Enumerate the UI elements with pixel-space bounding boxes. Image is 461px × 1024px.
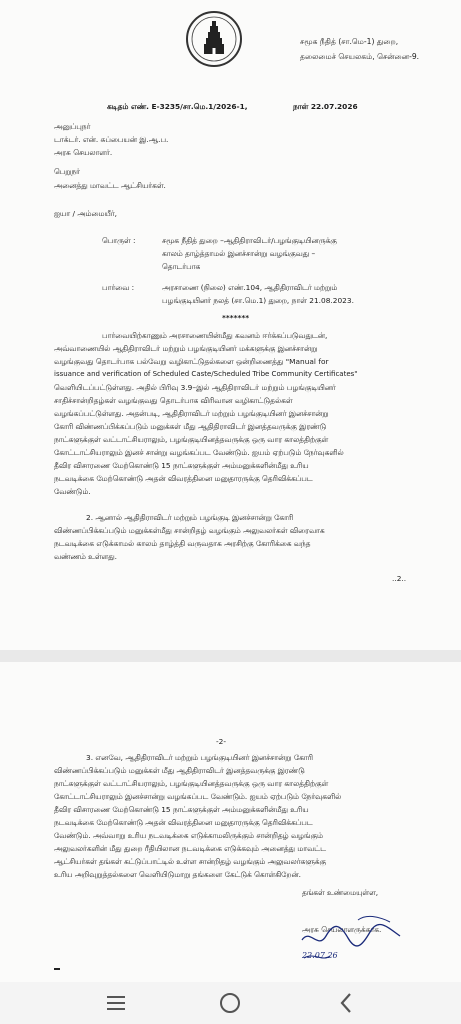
para3-line: கோட்டாட்சியராலும் இனச்சான்று வழங்கப்பட வேண்டும். ஐயம் ஏற்படும் நேர்வுகளில் [54,792,342,801]
para1-line: கோட்டாட்சியராலும் இனச் சான்று வழங்கப்பட வேண்டும். ஐயம் ஏற்படும் நேர்வுகளில் [54,448,344,457]
para2-line: விண்ணப்பிக்கப்படும் மனுக்கள்மீது சான்றிதழ் வழங்கும் அலுவலர்கள் விரைவாக [54,526,325,535]
system-navigation-bar [0,982,461,1024]
back-icon [338,992,354,1014]
para1-line: வழங்கப்பட்டுள்ளது. அதன்படி, ஆதிதிராவிடர் மற்றும் பழங்குடியினர் இனச்சான்று [54,409,329,418]
handwritten-signature [296,902,406,982]
reference-line: அரசாணை (நிலை) எண்.104, ஆதிதிராவிடர் மற்றும் [162,283,338,292]
para3-line: விண்ணப்பிக்கப்படும் மனுக்கள் மீது ஆதிதிராவிடர் இனத்தவருக்கு இரண்டு [54,766,305,775]
reference-line: பழங்குடியினர் நலத் (சா.மெ.1) துறை, நாள் 21.08.2023. [162,296,354,305]
home-icon [218,991,242,1015]
para3-line: தீவிர விசாரணை மேற்கொண்டு 15 நாட்களுக்குள் அம்மனுக்களின்மீது உரிய [54,805,309,814]
recents-icon [105,995,127,1011]
letter-number: கடிதம் எண். E-3235/சா.மெ.1/2026-1, [107,102,248,111]
para3-line: வேண்டும். அவ்வாறு உரிய நடவடிக்கை எடுக்காமலிருக்கும் சான்றிதழ் வழங்கும் [54,831,323,840]
para1-line: வழங்குவது தொடர்பாக பல்வேறு வழிகாட்டுதல்களை ஒன்றிணைத்து "Manual for [54,357,329,366]
from-designation: அரசு செயலாளர். [54,148,113,157]
para3-line: உரிய அறிவுறுத்தல்களை வெளியிடுமாறு தங்களை கேட்டுக் கொள்கிறேன். [54,870,301,879]
tamil-nadu-emblem-icon [183,10,245,68]
separator-stars: ******* [222,313,250,322]
home-button[interactable] [190,982,270,1024]
page-continuation-marker: ..2.. [392,574,407,583]
para3-line: ஆட்சியர்கள் தங்கள் கட்டுப்பாட்டில் உள்ள சான்றிதழ் வழங்கும் அலுவலர்களுக்கு [54,857,327,866]
para1-line: வெளியிடப்பட்டுள்ளது. அதில் பிரிவு 3.9–இல் ஆதிதிராவிடர் மற்றும் பழங்குடியினர் [54,383,336,392]
from-name: டாக்டர். என். சுப்பையன் இ.ஆ.ப. [54,135,169,144]
subject-label: பொருள் : [102,236,136,245]
reference-label: பார்வை : [102,283,135,292]
subject-line: தொடர்பாக [162,262,201,271]
subject-line: சமூக நீதித் துறை –ஆதிதிராவிடர்/பழங்குடியினருக்கு [162,236,337,245]
subject-line: காலம் தாழ்த்தாமல் இனச்சான்று வழங்குவது – [162,249,316,258]
para1-line: நடவடிக்கை மேற்கொண்டு அதன் விவரத்தினை மனுதாரருக்கு தெரிவிக்கப்பட [54,474,313,483]
para3-line: அலுவலர்களின் மீது துறை ரீதியிலான நடவடிக்கை எடுக்கவும் அனைத்து மாவட்ட [54,844,326,853]
back-button[interactable] [306,982,386,1024]
department-line: சமூக நீதித் (சா.மெ-1) துறை, [300,37,399,46]
closing-yours: தங்கள் உண்மையுள்ள, [302,888,379,897]
para2-line: 2. ஆனால் ஆதிதிராவிடர் மற்றும் பழங்குடி இனச்சான்று கோரி [86,513,294,522]
recents-button[interactable] [76,982,156,1024]
from-label: அனுப்புநர் [54,122,91,131]
para1-line: தீவிர விசாரணை மேற்கொண்டு 15 நாட்களுக்குள் அம்மனுக்களின்மீது உரிய [54,461,309,470]
page-separator [0,650,461,662]
para1-line: வேண்டும். [54,487,91,496]
para1-line: issuance and verification of Scheduled Caste/Scheduled Tribe Community Certificates" [54,370,358,378]
para2-line: வண்ணம் உள்ளது. [54,552,117,561]
signature-date: 22.07.26 [302,951,338,960]
para1-line: நாட்களுக்குள் வட்டாட்சியராலும், பழங்குடியினத்தவருக்கு ஒரு வார காலத்திற்குள் [54,435,329,444]
para2-line: நடவடிக்கை எடுக்காமல் காலம் தாழ்த்தி வருவதாக அரசிற்கு கோரிக்கை வந்த [54,539,311,548]
page-edge-mark [54,968,60,970]
closing-signatory: அரசு செயலாளருக்காக. [302,925,382,934]
para3-line: 3. எனவே, ஆதிதிராவிடர் மற்றும் பழங்குடியினர் இனச்சான்று கோரி [86,753,313,762]
secretariat-line: தலைமைச் செயலகம், சென்னை-9. [300,52,420,61]
para3-line: நடவடிக்கை மேற்கொண்டு அதன் விவரத்தினை மனுதாரருக்கு தெரிவிக்கப்பட [54,818,313,827]
para1-line: அவ்வாணையில் ஆதிதிராவிடர் மற்றும் பழங்குடியினர் மக்களுக்கு இனச்சான்று [54,344,318,353]
para3-line: நாட்களுக்குள் வட்டாட்சியராலும், பழங்குடியினத்தவருக்கு ஒரு வார காலத்திற்குள் [54,779,329,788]
salutation: ஐயா / அம்மையீர், [54,209,117,218]
page-number-marker: -2- [216,737,227,746]
para1-line: சாதிச்சான்றிதழ்கள் வழங்குவது தொடர்பாக விரிவான வழிகாட்டுதல்கள் [54,396,293,405]
to-label: பெறுநர் [54,167,81,176]
para1-line: பார்வையிற்காணும் அரசாணையின்மீது கவனம் ஈர்க்கப்படுவதுடன், [102,331,328,340]
to-recipients: அனைத்து மாவட்ட ஆட்சியர்கள். [54,181,166,190]
para1-line: கோரி விண்ணப்பிக்கப்படும் மனுக்கள் மீது ஆதிதிராவிடர் இனத்தவருக்கு இரண்டு [54,422,327,431]
letter-date: நாள் 22.07.2026 [293,102,358,111]
